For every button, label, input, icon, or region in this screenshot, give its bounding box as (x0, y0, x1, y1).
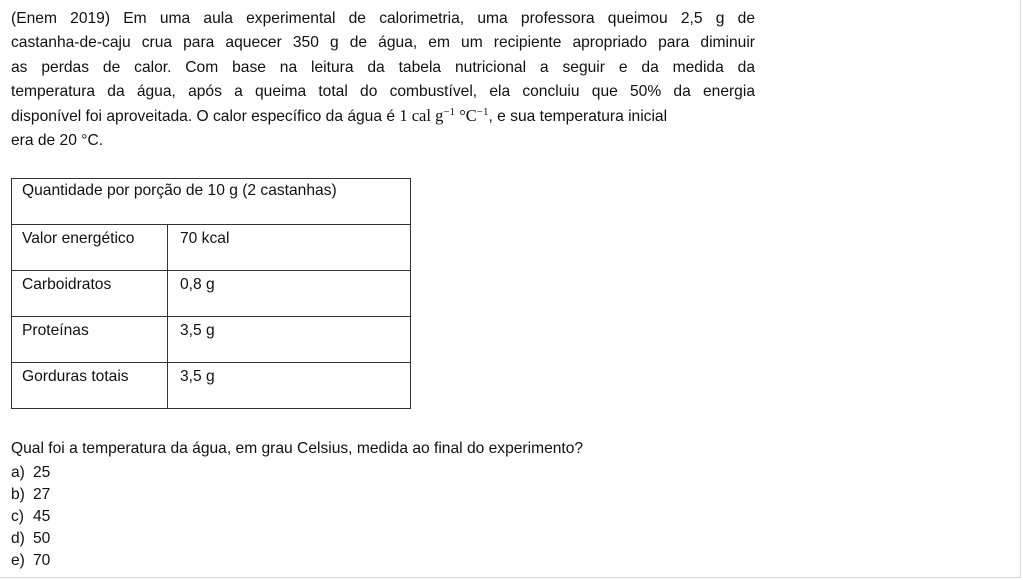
answer-options (11, 462, 50, 572)
table-row (12, 271, 411, 317)
statement-line-1: (Enem 2019) Em uma aula experimental de calorimetria, uma professora queimou 2,5 g de (11, 10, 755, 27)
question-text: Qual foi a temperatura da água, em grau Celsius, medida ao final do experimento? (11, 440, 584, 457)
row-value: 3,5 g (168, 317, 411, 363)
specific-heat-unit-a: 1 cal g (399, 106, 444, 126)
nutrition-table (11, 178, 411, 409)
exponent-1: −1 (443, 106, 456, 119)
problem-statement (11, 7, 755, 154)
row-label: Carboidratos (12, 271, 168, 317)
option-text: 25 (33, 464, 51, 481)
statement-line-5 (11, 104, 755, 129)
row-label: Valor energético (12, 225, 168, 271)
row-value: 0,8 g (168, 271, 411, 317)
specific-heat-unit-b: °C (455, 106, 477, 126)
statement-line-3: as perdas de calor. Com base na leitura da tabela nutricional a seguir e da medida da (11, 58, 755, 76)
exponent-2: −1 (476, 106, 489, 119)
option-b[interactable] (11, 484, 50, 506)
option-a[interactable] (11, 462, 50, 484)
option-text: 70 (33, 552, 51, 569)
option-letter: a) (11, 464, 25, 481)
option-text: 27 (33, 486, 51, 503)
table-row (12, 317, 411, 363)
table-row (12, 225, 411, 271)
specific-heat-unit (399, 106, 488, 125)
option-d[interactable] (11, 528, 50, 550)
statement-line-5-text: disponível foi aproveitada. O calor específico da água é (11, 108, 400, 126)
statement-line-2: castanha-de-caju crua para aquecer 350 g de água, em um recipiente apropriado para diminuir (11, 34, 755, 52)
option-text: 50 (33, 530, 51, 547)
option-letter: b) (11, 486, 25, 503)
row-label: Proteínas (12, 317, 168, 363)
row-label: Gorduras totais (12, 363, 168, 409)
table-row (12, 363, 411, 409)
statement-line-6: era de 20 °C. (11, 132, 104, 150)
statement-line-5-end: , e sua temperatura inicial (488, 108, 668, 126)
option-c[interactable] (11, 506, 50, 528)
table-header: Quantidade por porção de 10 g (2 castanhas) (12, 179, 411, 225)
row-value: 3,5 g (168, 363, 411, 409)
option-letter: d) (11, 530, 25, 547)
option-letter: e) (11, 552, 25, 569)
statement-line-4: temperatura da água, após a queima total do combustível, ela concluiu que 50% da energia (11, 82, 755, 100)
option-letter: c) (11, 508, 24, 525)
table-header-row (12, 179, 411, 225)
option-text: 45 (33, 508, 51, 525)
row-value: 70 kcal (168, 225, 411, 271)
option-e[interactable] (11, 550, 50, 572)
